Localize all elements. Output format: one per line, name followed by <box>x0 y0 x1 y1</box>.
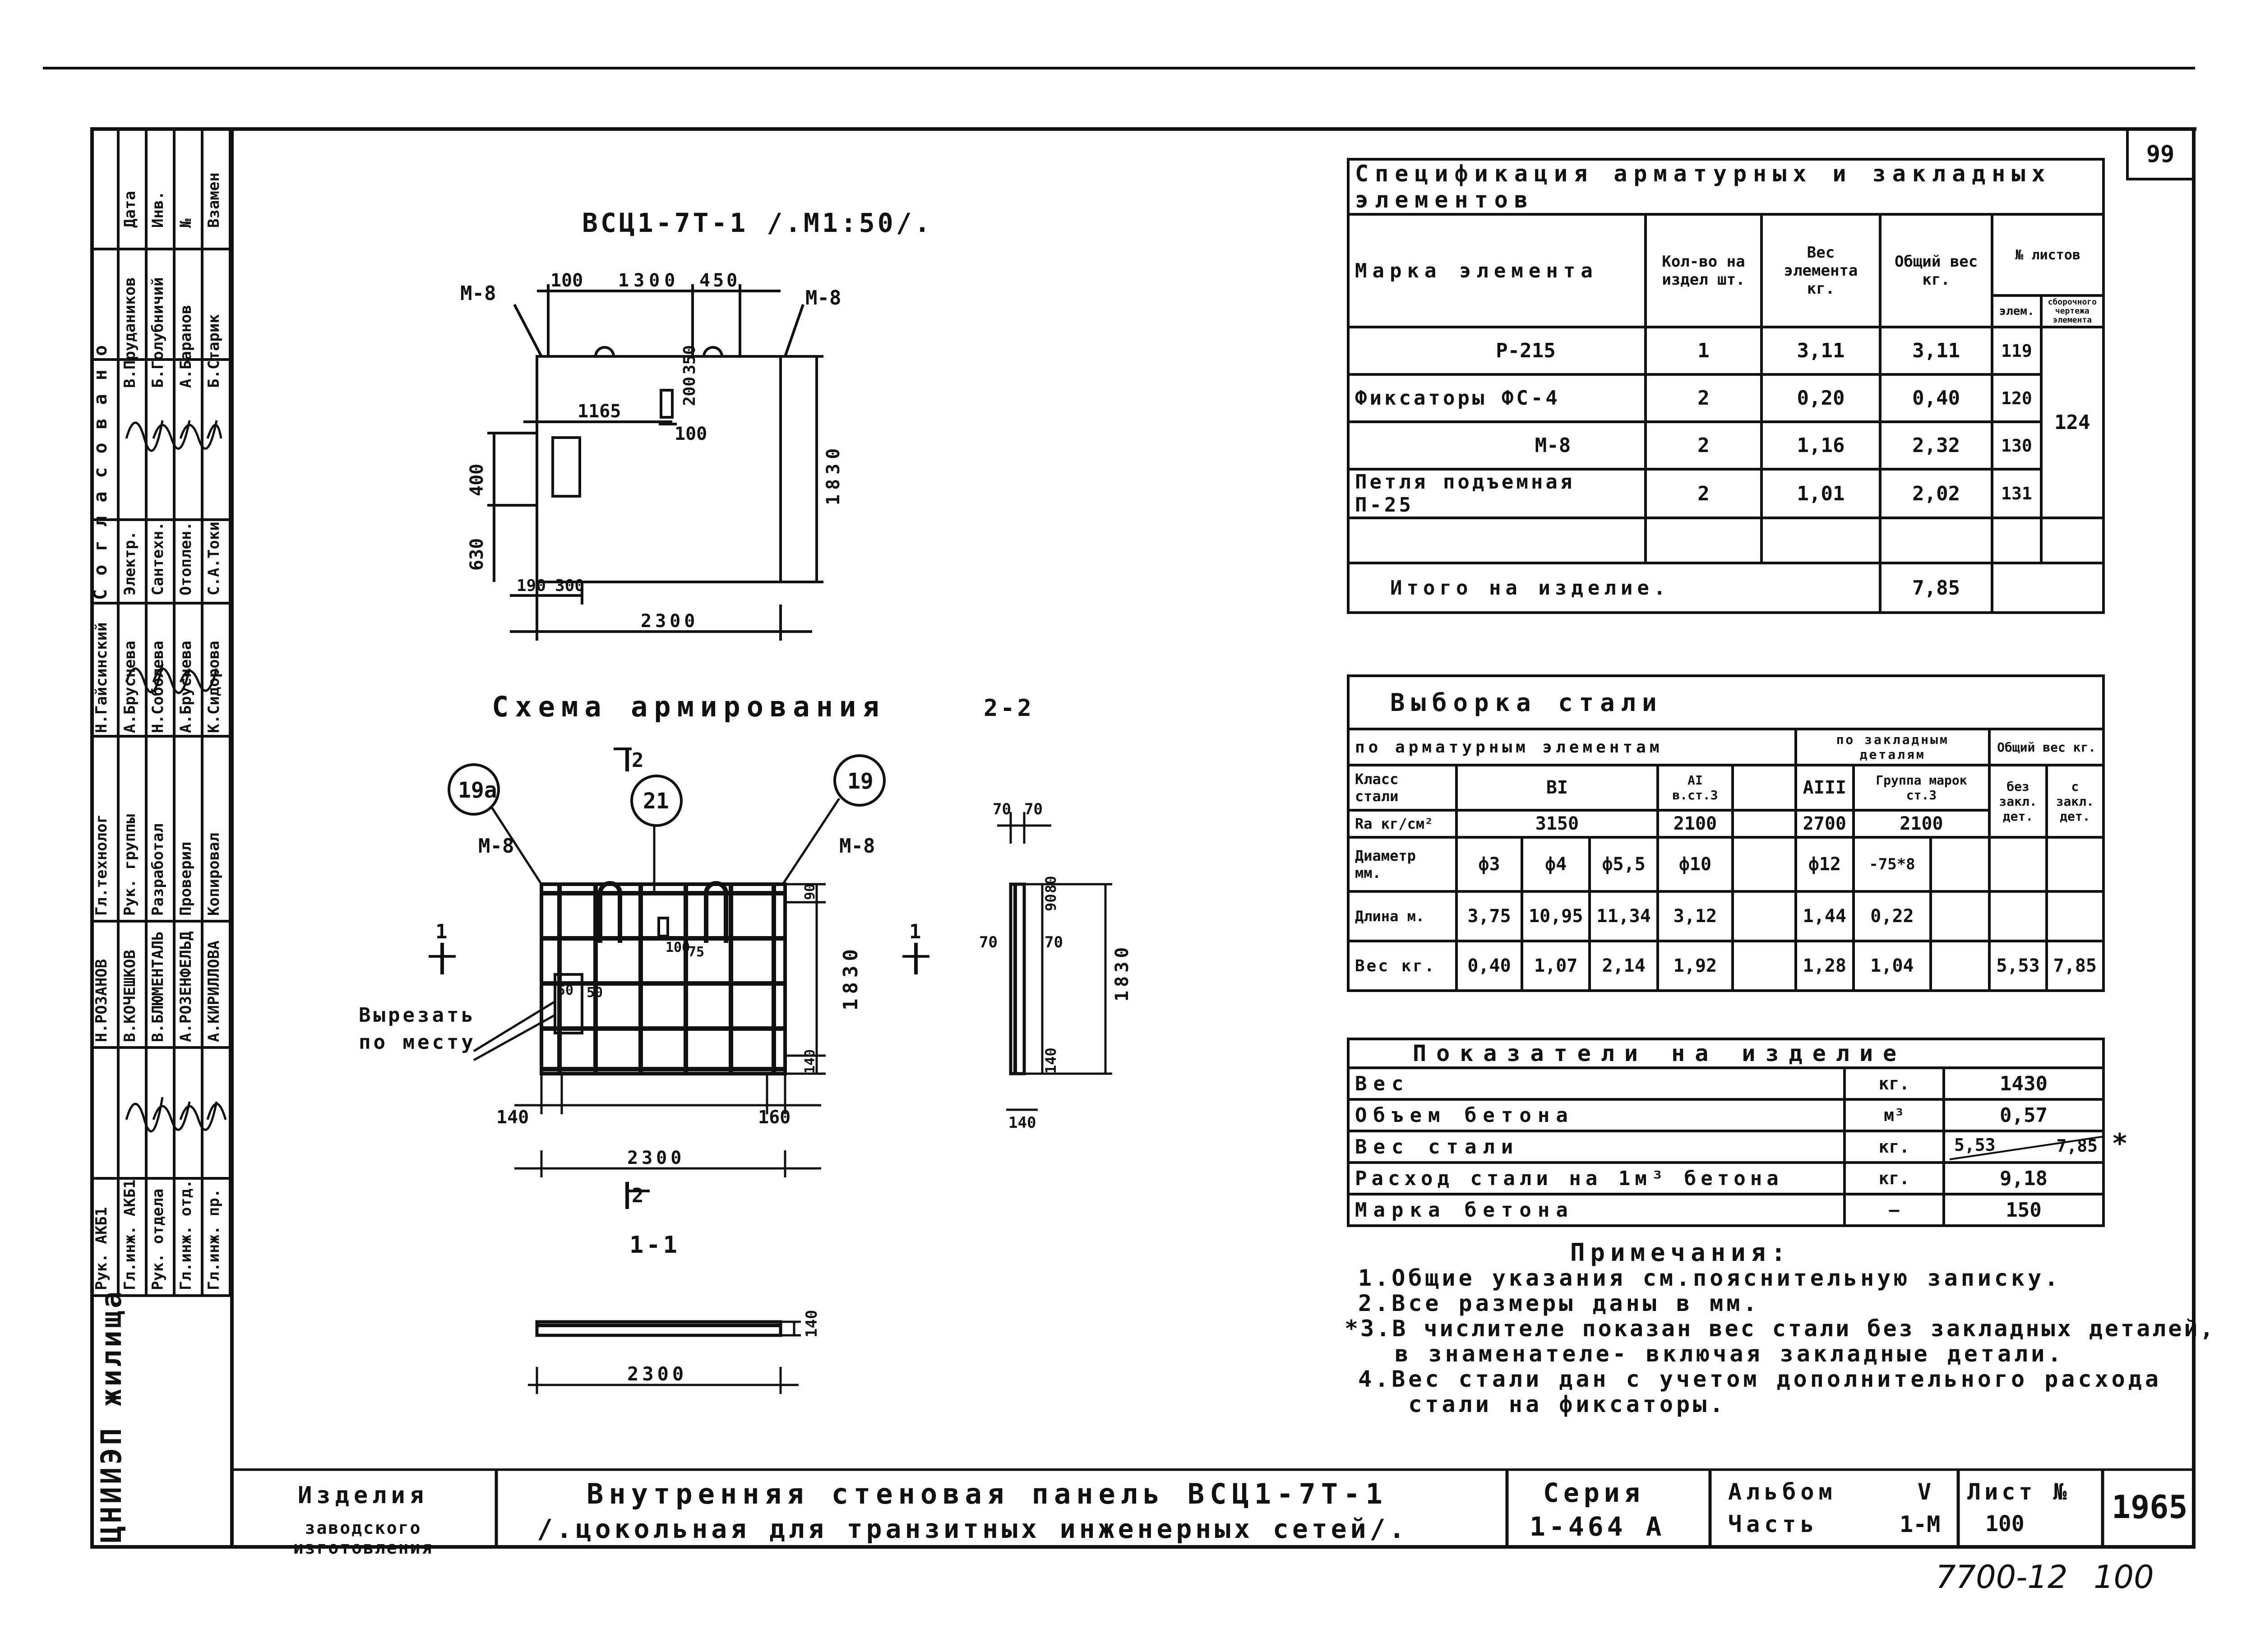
bottom-right-note: 100 <box>2094 1559 2154 1596</box>
steel-diam-5 <box>1733 837 1796 891</box>
stamp-r2c2: В.КОЧЕШКОВ <box>121 950 139 1042</box>
s22-dim-140v: 140 <box>1042 1047 1059 1074</box>
stamp-r5c2: А.КИРИЛЛОВА <box>205 940 223 1042</box>
armature-drawing <box>343 722 938 1263</box>
note-1: 1.Общие указания см.пояснительную записку. <box>1358 1265 2062 1291</box>
spec-assembly-sheet: 124 <box>2041 327 2103 518</box>
stamp-approval: Согласовано <box>90 332 111 600</box>
s22-dim-140: 140 <box>1008 1114 1036 1132</box>
arm-dim-2300: 2300 <box>627 1148 685 1168</box>
main-dim-100b: 100 <box>675 424 707 444</box>
spec-h-mark: Марка элемента <box>1348 214 1646 327</box>
stamp-r2c6: Б.Голубничий <box>149 277 167 388</box>
stamp-r2c4: А.Бруснева <box>121 641 139 733</box>
steel-diam-label: Диаметр мм. <box>1348 837 1456 891</box>
stamp-r3c2: В.БЛЮМЕНТАЛЬ <box>149 931 167 1042</box>
spec-row3-qty: 2 <box>1646 422 1761 469</box>
arm-section-right: 1 <box>909 920 921 943</box>
steel-len-2: 10,95 <box>1522 891 1590 941</box>
steel-class-a3: АIII <box>1796 765 1854 810</box>
notes-list <box>1345 1265 2216 1417</box>
stamp-r1c2: Н.РОЗАНОВ <box>92 959 111 1042</box>
ind-row1-value: 1430 <box>1944 1068 2103 1099</box>
section-1-1-title: 1-1 <box>629 1232 680 1259</box>
ind-row3-value: 5,53 <box>1954 1135 1996 1155</box>
steel-ra-label: Rа кг/см² <box>1348 810 1456 837</box>
steel-len-4: 3,12 <box>1658 891 1733 941</box>
spec-table <box>1347 158 2105 614</box>
steel-len-1: 3,75 <box>1456 891 1522 941</box>
steel-class-label: Класс стали <box>1348 765 1456 810</box>
stamp-r1c3: Гл.технолог <box>92 814 111 916</box>
spec-row2-name: Фиксаторы ФС-4 <box>1348 374 1646 422</box>
arm-dim-75: 75 <box>688 944 705 960</box>
arm-dim-50a: 50 <box>557 983 574 998</box>
bottom-left-note: 7700-12 <box>1936 1559 2068 1596</box>
s22-dim-70c: 70 <box>979 933 998 951</box>
stamp-r1c6: В.Прудаников <box>121 277 139 388</box>
section-2-2-drawing <box>970 794 1142 1146</box>
main-dim-1165: 1165 <box>578 401 621 422</box>
spec-row2-sheet: 120 <box>1992 374 2041 422</box>
steel-ra-b1: 3150 <box>1456 810 1658 837</box>
main-dim-2300: 2300 <box>641 611 699 632</box>
spec-row4-qty: 2 <box>1646 469 1761 518</box>
main-mark-right: М-8 <box>805 286 841 309</box>
steel-wt-label: Вес кг. <box>1348 941 1456 991</box>
callout-19a: 19а <box>458 778 497 803</box>
steel-len-label: Длина м. <box>1348 891 1456 941</box>
steel-len-5 <box>1733 891 1796 941</box>
stamp-r3c6: А.Баранов <box>177 305 195 388</box>
stamp-r3c5: Отоплен. <box>177 521 195 595</box>
tb-album: V <box>1918 1479 1932 1505</box>
steel-diam-2: ф4 <box>1522 837 1590 891</box>
stamp-r5c1: Гл.инж. пр. <box>205 1188 223 1290</box>
s22-dim-70b: 70 <box>1024 800 1043 818</box>
steel-wt-2: 1,07 <box>1522 941 1590 991</box>
steel-diam-3: ф5,5 <box>1590 837 1657 891</box>
steel-diam-7: -75*8 <box>1854 837 1931 891</box>
ind-row4-name: Расход стали на 1м³ бетона <box>1348 1163 1845 1194</box>
section-1-1-height: 140 <box>803 1310 821 1338</box>
s22-dim-90: 90 <box>1042 894 1059 911</box>
stamp-r4c1: Гл.инж. отд. <box>177 1179 195 1290</box>
ind-row1-unit: кг. <box>1845 1068 1944 1099</box>
stamp-r4c5: С.А.Токи <box>205 521 223 595</box>
steel-ra-group: 2100 <box>1854 810 1990 837</box>
main-dim-200: 200 <box>680 376 699 406</box>
s22-dim-1830: 1830 <box>1112 943 1133 1001</box>
spec-row1-total: 3,11 <box>1880 327 1992 374</box>
steel-without: без закл. дет. <box>1989 765 2046 837</box>
spec-row4-sheet: 131 <box>1992 469 2041 518</box>
page-number-box: 99 <box>2126 131 2192 180</box>
stamp-r3c4: Н.Соболева <box>149 641 167 733</box>
spec-row1-qty: 1 <box>1646 327 1761 374</box>
notes-title: Примечания: <box>1570 1238 1791 1267</box>
steel-wt-1: 0,40 <box>1456 941 1522 991</box>
section-1-1-drawing <box>519 1295 880 1407</box>
main-mark-left: М-8 <box>460 282 496 305</box>
s22-dim-70a: 70 <box>993 800 1011 818</box>
steel-wt-5 <box>1733 941 1796 991</box>
arm-dim-100: 100 <box>666 940 690 955</box>
spec-row1-sheet: 119 <box>1992 327 2041 374</box>
stamp-r1c1: Рук. АКБ1 <box>92 1207 111 1290</box>
stamp-r3c7: № <box>177 218 195 228</box>
steel-diam-6: ф12 <box>1796 837 1854 891</box>
steel-wt-3: 2,14 <box>1590 941 1657 991</box>
ind-row3-name: Вес стали <box>1348 1131 1845 1163</box>
stamp-r2c7: Инв. <box>149 191 167 228</box>
callout-19: 19 <box>847 769 874 794</box>
arm-section-bottom: 2 <box>632 1184 644 1207</box>
main-dim-350: 350 <box>680 345 699 374</box>
spec-h-sheets: № листов <box>1992 214 2103 295</box>
steel-class-a1: АI в.ст.3 <box>1658 765 1733 810</box>
main-dim-190: 190 <box>517 577 546 595</box>
ind-row4-value: 9,18 <box>1944 1163 2103 1194</box>
main-dim-1830: 1830 <box>823 443 844 505</box>
steel-len-3: 11,34 <box>1590 891 1657 941</box>
spec-row2-total: 0,40 <box>1880 374 1992 422</box>
tb-name-2: /.цокольная для транзитных инженерных сетей/. <box>537 1514 1409 1544</box>
spec-h-total: Общий вес кг. <box>1880 214 1992 327</box>
steel-wt-4: 1,92 <box>1658 941 1733 991</box>
stamp-r1c5: Электр. <box>121 531 139 595</box>
main-drawing-title: ВСЦ1-7Т-1 /.М1:50/. <box>582 208 933 238</box>
main-dim-100: 100 <box>550 270 583 291</box>
note-3b: в знаменателе- включая закладные детали. <box>1345 1341 2065 1367</box>
arm-dim-140: 140 <box>496 1107 529 1128</box>
spec-row1-name: Р-215 <box>1348 327 1646 374</box>
steel-total-with: 7,85 <box>2047 941 2103 991</box>
steel-total-without: 5,53 <box>1989 941 2046 991</box>
steel-class-group: Группа марок ст.3 <box>1854 765 1990 810</box>
spec-total-value: 7,85 <box>1880 563 1992 613</box>
stamp-r5c4: К.Сидорова <box>205 641 223 733</box>
steel-title: Выборка стали <box>1348 676 2103 729</box>
steel-ra-a1: 2100 <box>1658 810 1733 837</box>
tb-part-label: Часть <box>1728 1511 1819 1537</box>
frame-inner-top <box>94 127 2196 131</box>
spec-row4-name: Петля подъемная П-25 <box>1348 469 1646 518</box>
steel-diam-1: ф3 <box>1456 837 1522 891</box>
spec-h-qty: Кол-во на издел шт. <box>1646 214 1761 327</box>
section-2-2-title: 2-2 <box>984 695 1034 722</box>
main-dim-1300: 1300 <box>618 270 680 291</box>
steel-class-b1: ВI <box>1456 765 1658 810</box>
arm-mark-left: М-8 <box>478 835 514 858</box>
steel-group-rebar: по арматурным элементам <box>1348 729 1796 765</box>
stamp-r2c5: Сантехн. <box>149 521 167 595</box>
armature-title: Схема армирования <box>492 690 886 723</box>
stamp-r4c6: Б.Старик <box>205 314 223 388</box>
ind-row5-value: 150 <box>1944 1194 2103 1226</box>
stamp-r4c2: А.РОЗЕНФЕЛЬД <box>177 931 195 1042</box>
tb-series: 1-464 А <box>1530 1511 1665 1542</box>
arm-dim-140v: 140 <box>802 1049 818 1074</box>
steel-wt-6: 1,28 <box>1796 941 1854 991</box>
spec-row4-w: 1,01 <box>1761 469 1880 518</box>
ind-row5-unit: — <box>1845 1194 1944 1226</box>
note-2: 2.Все размеры даны в мм. <box>1358 1290 1760 1316</box>
tb-series-label: Серия <box>1543 1477 1645 1508</box>
note-4a: 4.Вес стали дан с учетом дополнительного расхода <box>1358 1366 2162 1392</box>
arm-dim-1830: 1830 <box>839 945 862 1011</box>
spec-h-weight: Вес элемента кг. <box>1761 214 1880 327</box>
spec-row2-qty: 2 <box>1646 374 1761 422</box>
spec-total-label: Итого на изделие. <box>1348 563 1880 613</box>
s22-dim-70d: 70 <box>1045 933 1063 951</box>
stamp-r3c1: Рук. отдела <box>149 1188 167 1290</box>
steel-ra-a3: 2700 <box>1796 810 1854 837</box>
ind-row3-value-cell <box>1944 1131 2103 1163</box>
stamp-org: ЦНИИЭП жилища <box>95 1288 128 1543</box>
tb-sheet-label: Лист № <box>1967 1479 2071 1505</box>
main-dim-630: 630 <box>467 538 487 571</box>
tb-album-label: Альбом <box>1728 1479 1837 1505</box>
ind-row3-unit: кг. <box>1845 1131 1944 1163</box>
spec-title: Спецификация арматурных и закладных элементов <box>1348 159 2103 214</box>
ind-row2-name: Объем бетона <box>1348 1099 1845 1131</box>
section-1-1-length: 2300 <box>627 1363 688 1385</box>
note-4b: стали на фиксаторы. <box>1358 1391 1727 1417</box>
main-dim-300: 300 <box>555 577 585 595</box>
main-dim-400: 400 <box>467 463 487 496</box>
indicators-star: * <box>2112 1128 2128 1159</box>
stamp-r5c3: Копировал <box>205 832 223 916</box>
steel-wt-7: 1,04 <box>1854 941 1931 991</box>
stamp-r4c4: А.Бруснева <box>177 641 195 733</box>
stamp-r2c3: Рук. группы <box>121 814 139 916</box>
spec-h-assembly: сборочного чертежа элемента <box>2041 295 2103 327</box>
tb-product-2: заводского изготовления <box>293 1518 434 1558</box>
steel-table <box>1347 674 2105 992</box>
tb-name-1: Внутренняя стеновая панель ВСЦ1-7Т-1 <box>587 1477 1388 1510</box>
spec-row1-w: 3,11 <box>1761 327 1880 374</box>
note-3a: *3.В числителе показан вес стали без закладных деталей, <box>1345 1315 2216 1342</box>
tb-year: 1965 <box>2112 1489 2188 1526</box>
tb-sheet: 100 <box>1985 1511 2025 1537</box>
arm-mark-right: М-8 <box>839 835 875 858</box>
stamp-r3c3: Разработал <box>149 823 167 916</box>
arm-dim-90: 90 <box>802 883 818 900</box>
spec-row3-w: 1,16 <box>1761 422 1880 469</box>
main-dim-450: 450 <box>699 270 740 291</box>
cut-label-1: Вырезать <box>359 1004 476 1027</box>
arm-dim-160: 160 <box>758 1107 791 1128</box>
steel-diam-4: ф10 <box>1658 837 1733 891</box>
ind-row3-value2: 7,85 <box>2056 1136 2098 1156</box>
arm-dim-50b: 50 <box>587 985 603 1001</box>
main-panel-drawing <box>406 253 925 659</box>
stamp-r4c3: Проверил <box>177 842 195 916</box>
steel-len-7: 0,22 <box>1854 891 1931 941</box>
tb-part: 1-М <box>1900 1511 1941 1537</box>
tb-product-1: Изделия <box>298 1482 429 1509</box>
s22-dim-80: 80 <box>1042 876 1059 893</box>
steel-group-total: Общий вес кг. <box>1989 729 2103 765</box>
indicators-title: Показатели на изделие <box>1348 1039 2103 1068</box>
cut-label-2: по месту <box>359 1031 476 1054</box>
spec-row4-total: 2,02 <box>1880 469 1992 518</box>
ind-row5-name: Марка бетона <box>1348 1194 1845 1226</box>
spec-row3-total: 2,32 <box>1880 422 1992 469</box>
ind-row2-value: 0,57 <box>1944 1099 2103 1131</box>
ind-row1-name: Вес <box>1348 1068 1845 1099</box>
steel-len-6: 1,44 <box>1796 891 1854 941</box>
spec-row3-name: М-8 <box>1348 422 1646 469</box>
frame-top <box>43 67 2195 69</box>
indicators-table <box>1347 1038 2105 1227</box>
ind-row2-unit: м³ <box>1845 1099 1944 1131</box>
ind-row4-unit: кг. <box>1845 1163 1944 1194</box>
stamp-r2c1: Гл.инж. АКБ1 <box>121 1179 139 1290</box>
arm-section-left: 1 <box>435 920 448 943</box>
arm-section-top: 2 <box>632 749 644 772</box>
steel-group-embed: по закладным деталям <box>1796 729 1989 765</box>
stamp-r4c7: Взамен <box>205 172 223 228</box>
spec-h-elem: элем. <box>1992 295 2041 327</box>
steel-with: с закл. дет. <box>2047 765 2103 837</box>
spec-row2-w: 0,20 <box>1761 374 1880 422</box>
stamp-r1c7: Дата <box>121 191 139 228</box>
spec-row3-sheet: 130 <box>1992 422 2041 469</box>
callout-21: 21 <box>643 789 669 814</box>
stamp-r1c4: Н.Гайсинский <box>92 622 111 733</box>
